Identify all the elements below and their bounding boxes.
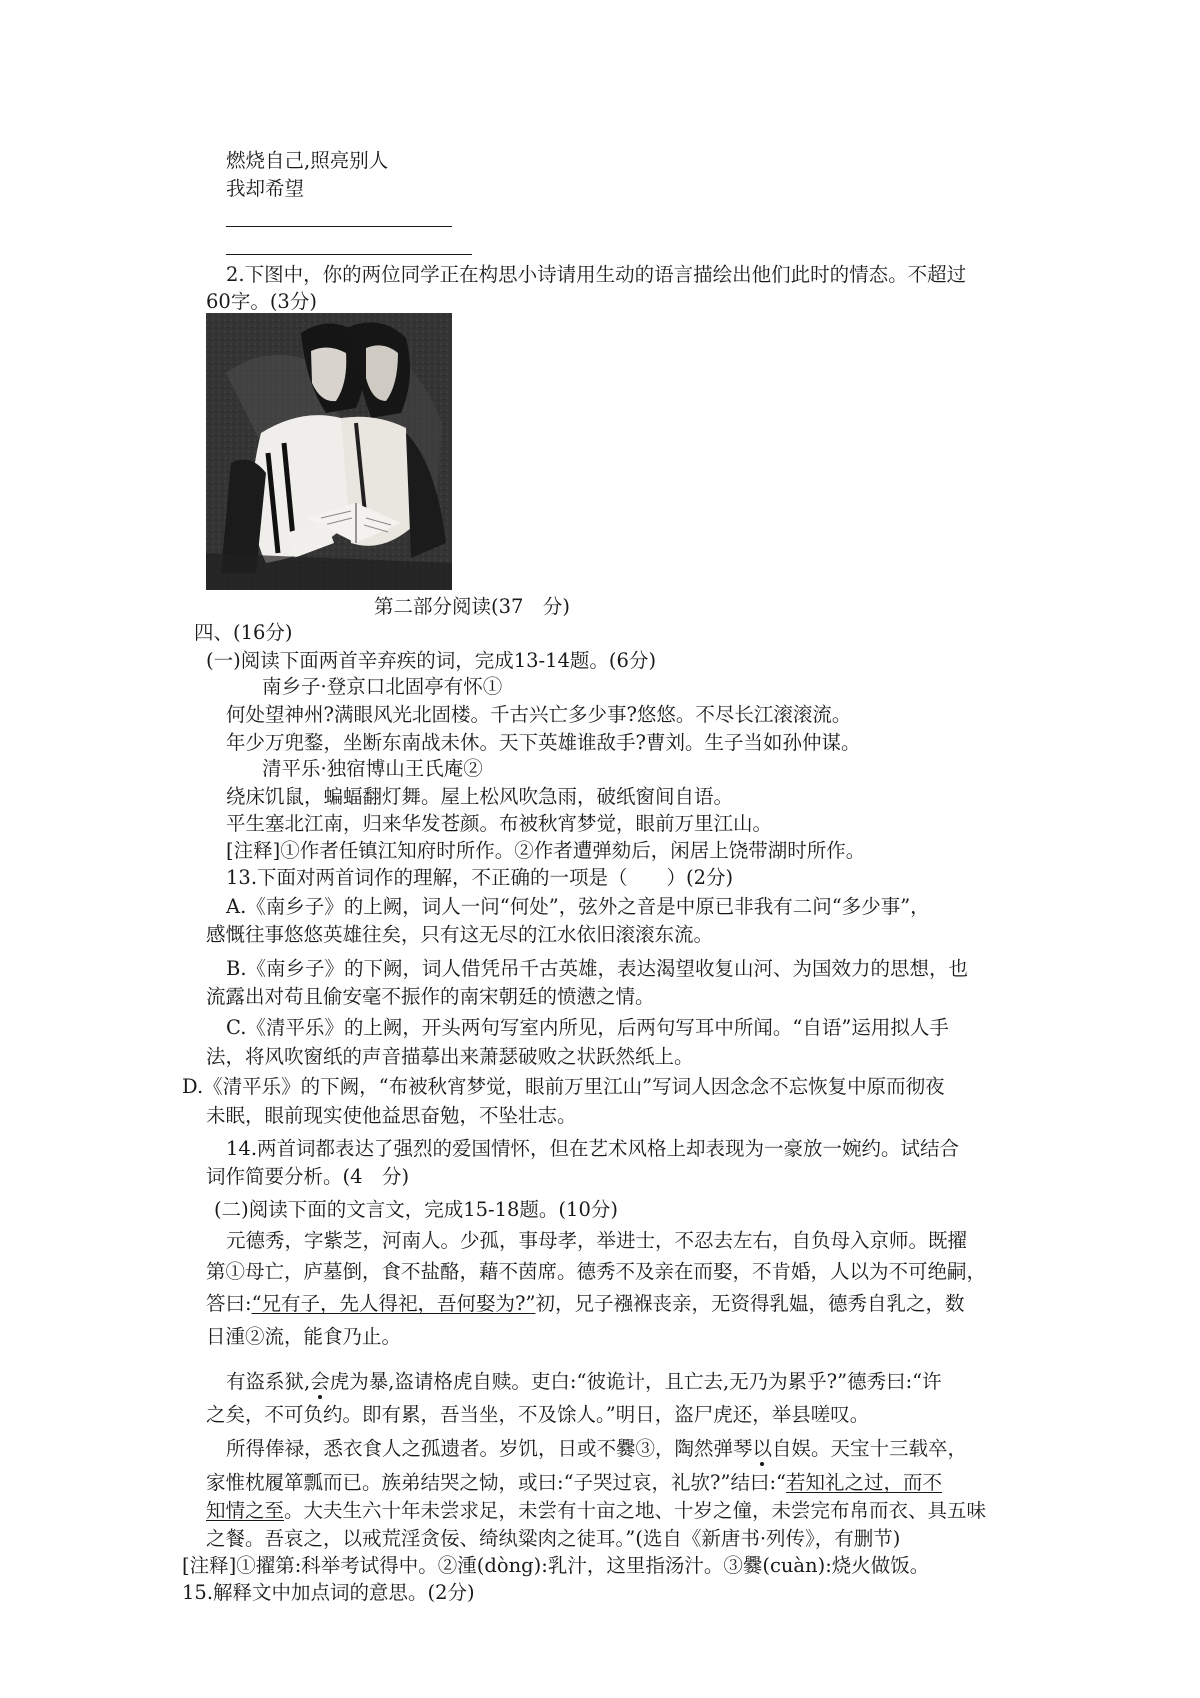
- poem-2-title: 清平乐·独宿博山王氏庵②: [262, 757, 483, 780]
- q13-option-a-line-1: A.《南乡子》的上阙，词人一问“何处”，弦外之音是中原已非我有二问“多少事”，: [226, 895, 930, 918]
- q13-option-c-line-2: 法，将风吹窗纸的声音描摹出来萧瑟破败之状跃然纸上。: [206, 1045, 694, 1068]
- underlined-sentence-2-part-2: 知情之至: [206, 1499, 285, 1522]
- q13-option-d-line-1: D.《清平乐》的下阙，“布被秋宵梦觉，眼前万里江山”写词人因念念不忘恢复中原而彻夜: [182, 1075, 945, 1098]
- part-4-heading: 四、(16分): [194, 621, 293, 644]
- passage-p2-line-2: 之矣，不可负约。即有累，吾当坐，不及馀人。”明日，盗尸虎还，举县嗟叹。: [206, 1403, 870, 1426]
- poem-1-line-1: 何处望神州?满眼风光北固楼。千古兴亡多少事?悠悠。不尽长江滚滚流。: [226, 703, 852, 726]
- passage-text: 所得俸禄，悉衣食人之孤遗者。岁饥，日或不爨③，陶然弹琴: [226, 1437, 753, 1460]
- passage-p3-line-3: [206, 1498, 986, 1524]
- passage-p3-line-4: 之餐。吾哀之，以戒荒淫贪佞、绮纨粱肉之徒耳。”(选自《新唐书·列传》，有删节): [206, 1527, 901, 1550]
- passage-p1-line-1: 元德秀，字紫芝，河南人。少孤，事母孝，举进士，不忍去左右，自负母入京师。既擢: [226, 1229, 968, 1252]
- question-14-line-1: 14.两首词都表达了强烈的爱国情怀，但在艺术风格上却表现为一豪放一婉约。试结合: [226, 1137, 960, 1160]
- poem-line-2: 我却希望: [226, 177, 305, 200]
- wenyan-intro: (二)阅读下面的文言文，完成15-18题。(10分): [214, 1198, 618, 1221]
- answer-blank-line-2: [226, 254, 472, 255]
- q13-option-b-line-1: B.《南乡子》的下阙，词人借凭吊千古英雄，表达渴望收复山河、为国效力的思想，也: [226, 957, 969, 980]
- passage-p3-line-1: [226, 1436, 967, 1462]
- q13-option-d-line-2: 未眠，眼前现实使他益思奋勉，不坠壮志。: [206, 1104, 577, 1127]
- answer-blank-line-1: [226, 226, 452, 227]
- passage-text: 家惟枕履箪瓢而已。族弟结哭之恸，或曰:“子哭过哀，礼欤?”结曰:“: [206, 1471, 787, 1494]
- passage-p1-line-4: 日湩②流，能食乃止。: [206, 1325, 402, 1348]
- passage-p1-line-3: [206, 1291, 965, 1317]
- passage-text: 初，兄子襁褓丧亲，无资得乳媪，德秀自乳之，数: [535, 1292, 965, 1315]
- ci-note: [注释]①作者任镇江知府时所作。②作者遭弹劾后，闲居上饶带湖时所作。: [226, 839, 866, 862]
- ci-intro: (一)阅读下面两首辛弃疾的词，完成13-14题。(6分): [206, 649, 657, 672]
- question-15-stem: 15.解释文中加点词的意思。(2分): [182, 1581, 475, 1604]
- poem-2-line-2: 平生塞北江南，归来华发苍颜。布被秋宵梦觉，眼前万里江山。: [226, 812, 773, 835]
- q13-option-b-line-2: 流露出对苟且偷安毫不振作的南宋朝廷的愤懑之情。: [206, 985, 655, 1008]
- poem-1-line-2: 年少万兜鍪，坐断东南战未休。天下英雄谁敌手?曹刘。生子当如孙仲谋。: [226, 731, 861, 754]
- dotted-word-hui: 会: [310, 1370, 330, 1393]
- passage-text: 有盗系狱,: [226, 1370, 311, 1393]
- wenyan-note: [注释]①擢第:科举考试得中。②湩(dòng):乳汁，这里指汤汁。③爨(cuàn):烧火做饭。: [182, 1554, 930, 1577]
- passage-text: 答曰:: [206, 1292, 252, 1315]
- passage-text: 。大夫生六十年未尝求足，未尝有十亩之地、十岁之僮，未尝完布帛而衣、具五味: [284, 1499, 987, 1522]
- passage-p3-line-2: [206, 1470, 942, 1496]
- passage-p1-line-2: 第①母亡，庐墓倒，食不盐酪，藉不茵席。德秀不及亲在而娶，不肯婚，人以为不可绝嗣，: [206, 1260, 987, 1283]
- section-2-title: 第二部分阅读(37 分): [374, 595, 571, 618]
- underlined-sentence-2-part-1: 若知礼之过，而不: [786, 1471, 943, 1494]
- question-2-line-1: 2.下图中，你的两位同学正在构思小诗请用生动的语言描绘出他们此时的情态。不超过: [226, 263, 967, 286]
- question-2-line-2: 60字。(3分): [206, 290, 317, 313]
- passage-text: 虎为暴,盗请格虎自赎。吏白:“彼诡计，且亡去,无乃为累乎?”德秀曰:“许: [329, 1370, 942, 1393]
- students-illustration: [206, 313, 452, 590]
- passage-text: 自娱。天宝十三载卒，: [772, 1437, 968, 1460]
- underlined-sentence-1: “兄有子，先人得祀，吾何娶为?”: [251, 1292, 536, 1315]
- poem-2-line-1: 绕床饥鼠，蝙蝠翻灯舞。屋上松风吹急雨，破纸窗间自语。: [226, 785, 734, 808]
- dotted-word-yi: 以: [752, 1437, 773, 1460]
- question-13-stem: 13.下面对两首词作的理解，不正确的一项是（ ）(2分): [226, 866, 734, 889]
- passage-p2-line-1: [226, 1369, 942, 1395]
- q13-option-a-line-2: 感慨往事悠悠英雄往矣，只有这无尽的江水依旧滚滚东流。: [206, 923, 714, 946]
- poem-1-title: 南乡子·登京口北固亭有怀①: [262, 675, 503, 698]
- poem-line-1: 燃烧自己,照亮别人: [226, 149, 389, 172]
- q13-option-c-line-1: C.《清平乐》的上阙，开头两句写室内所见，后两句写耳中所闻。“自语”运用拟人手: [226, 1016, 949, 1039]
- question-14-line-2: 词作简要分析。(4 分): [206, 1165, 410, 1188]
- students-illustration-graphic: [206, 313, 452, 590]
